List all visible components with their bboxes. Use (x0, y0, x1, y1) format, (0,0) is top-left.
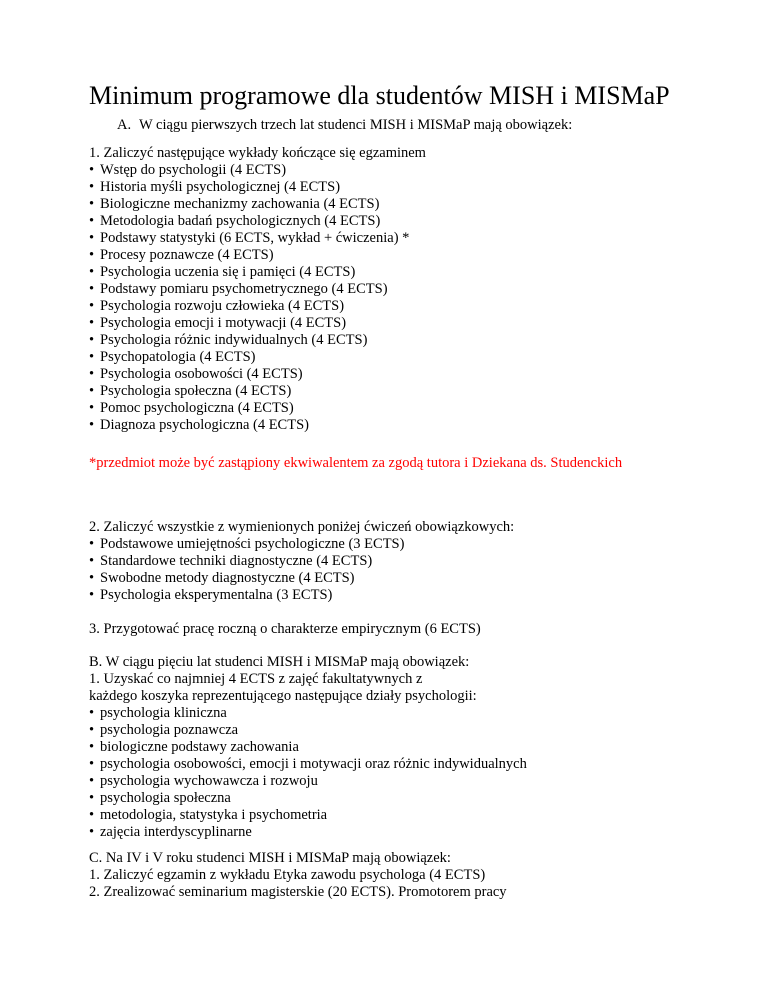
psychology-area-item-text: psychologia wychowawcza i rozwoju (100, 773, 318, 789)
course-item (89, 400, 294, 417)
bullet-icon: • (89, 264, 95, 280)
course-item-text: Procesy poznawcze (4 ECTS) (100, 247, 274, 263)
psychology-area-item-text: psychologia społeczna (100, 790, 231, 806)
psychology-area-item-text: metodologia, statystyka i psychometria (100, 807, 328, 823)
item-1-heading: 1. Zaliczyć następujące wykłady kończące się egzaminem (89, 145, 426, 161)
psychology-area-item (89, 773, 318, 790)
course-item-text: Psychologia różnic indywidualnych (4 ECTS) (100, 332, 368, 348)
exercise-item-text: Swobodne metody diagnostyczne (4 ECTS) (100, 570, 355, 586)
exercise-item (89, 536, 404, 553)
course-item (89, 349, 255, 366)
course-item (89, 247, 274, 264)
course-item-text: Biologiczne mechanizmy zachowania (4 ECTS) (100, 196, 380, 212)
course-item (89, 315, 346, 332)
bullet-icon: • (89, 722, 95, 738)
exercise-item (89, 570, 355, 587)
bullet-icon: • (89, 332, 95, 348)
course-item (89, 417, 309, 434)
course-item (89, 332, 367, 349)
section-c-line-1: 1. Zaliczyć egzamin z wykładu Etyka zawodu psychologa (4 ECTS) (89, 867, 486, 883)
section-a-text: W ciągu pierwszych trzech lat studenci MISH i MISMaP mają obowiązek: (139, 117, 573, 133)
bullet-icon: • (89, 705, 95, 721)
course-item-text: Psychologia emocji i motywacji (4 ECTS) (100, 315, 347, 331)
bullet-icon: • (89, 349, 95, 365)
exercise-item (89, 553, 372, 570)
document-title: Minimum programowe dla studentów MISH i MISMaP (89, 81, 670, 110)
section-b-heading: B. W ciągu pięciu lat studenci MISH i MISMaP mają obowiązek: (89, 654, 470, 670)
bullet-icon: • (89, 281, 95, 297)
bullet-icon: • (89, 213, 95, 229)
psychology-area-item-text: biologiczne podstawy zachowania (100, 739, 299, 755)
bullet-icon: • (89, 247, 95, 263)
psychology-area-item (89, 756, 527, 773)
section-b-line-1: 1. Uzyskać co najmniej 4 ECTS z zajęć fakultatywnych z (89, 671, 423, 687)
section-c-heading: C. Na IV i V roku studenci MISH i MISMaP mają obowiązek: (89, 850, 451, 866)
course-item (89, 264, 355, 281)
course-item (89, 281, 388, 298)
exercise-item-text: Standardowe techniki diagnostyczne (4 ECTS) (100, 553, 373, 569)
course-item-text: Diagnoza psychologiczna (4 ECTS) (100, 417, 309, 433)
course-item-text: Pomoc psychologiczna (4 ECTS) (100, 400, 294, 416)
psychology-area-item-text: psychologia kliniczna (100, 705, 227, 721)
psychology-area-item-text: psychologia osobowości, emocji i motywacji oraz różnic indywidualnych (100, 756, 527, 772)
course-item-text: Psychologia osobowości (4 ECTS) (100, 366, 303, 382)
bullet-icon: • (89, 587, 95, 603)
course-item-text: Metodologia badań psychologicznych (4 ECTS) (100, 213, 381, 229)
course-item (89, 383, 291, 400)
section-b-line-2: każdego koszyka reprezentującego następujące działy psychologii: (89, 688, 477, 704)
section-a-letter: A. (117, 117, 132, 133)
course-item (89, 230, 409, 247)
bullet-icon: • (89, 179, 95, 195)
bullet-icon: • (89, 790, 95, 806)
course-item (89, 196, 379, 213)
course-item (89, 179, 340, 196)
bullet-icon: • (89, 230, 95, 246)
bullet-icon: • (89, 162, 95, 178)
bullet-icon: • (89, 417, 95, 433)
bullet-icon: • (89, 298, 95, 314)
course-item (89, 162, 286, 179)
course-item (89, 298, 344, 315)
bullet-icon: • (89, 739, 95, 755)
bullet-icon: • (89, 383, 95, 399)
psychology-area-item (89, 722, 238, 739)
course-item-text: Wstęp do psychologii (4 ECTS) (100, 162, 287, 178)
section-c-line-2: 2. Zrealizować seminarium magisterskie (20 ECTS). Promotorem pracy (89, 884, 507, 900)
psychology-area-item (89, 807, 327, 824)
psychology-area-item (89, 705, 227, 722)
course-item-text: Psychopatologia (4 ECTS) (100, 349, 256, 365)
item-2-heading: 2. Zaliczyć wszystkie z wymienionych poniżej ćwiczeń obowiązkowych: (89, 519, 515, 535)
bullet-icon: • (89, 756, 95, 772)
bullet-icon: • (89, 807, 95, 823)
course-item (89, 213, 380, 230)
course-item-text: Psychologia uczenia się i pamięci (4 ECTS) (100, 264, 356, 280)
course-item (89, 366, 303, 383)
course-item-text: Podstawy pomiaru psychometrycznego (4 ECTS) (100, 281, 388, 297)
exercise-item (89, 587, 332, 604)
exercise-item-text: Podstawowe umiejętności psychologiczne (3 ECTS) (100, 536, 405, 552)
section-a-heading (117, 117, 572, 134)
psychology-area-item (89, 824, 252, 841)
course-item-text: Podstawy statystyki (6 ECTS, wykład + ćwiczenia) * (100, 230, 410, 246)
psychology-area-item-text: psychologia poznawcza (100, 722, 239, 738)
item-3-text: 3. Przygotować pracę roczną o charakterze empirycznym (6 ECTS) (89, 621, 481, 637)
psychology-area-item (89, 790, 231, 807)
bullet-icon: • (89, 536, 95, 552)
course-item-text: Historia myśli psychologicznej (4 ECTS) (100, 179, 341, 195)
substitution-note: *przedmiot może być zastąpiony ekwiwalentem za zgodą tutora i Dziekana ds. Studenckich (89, 455, 623, 471)
exercise-item-text: Psychologia eksperymentalna (3 ECTS) (100, 587, 333, 603)
psychology-area-item-text: zajęcia interdyscyplinarne (100, 824, 252, 840)
course-item-text: Psychologia rozwoju człowieka (4 ECTS) (100, 298, 345, 314)
bullet-icon: • (89, 315, 95, 331)
bullet-icon: • (89, 400, 95, 416)
bullet-icon: • (89, 570, 95, 586)
bullet-icon: • (89, 824, 95, 840)
course-item-text: Psychologia społeczna (4 ECTS) (100, 383, 292, 399)
bullet-icon: • (89, 366, 95, 382)
bullet-icon: • (89, 773, 95, 789)
bullet-icon: • (89, 553, 95, 569)
psychology-area-item (89, 739, 299, 756)
bullet-icon: • (89, 196, 95, 212)
